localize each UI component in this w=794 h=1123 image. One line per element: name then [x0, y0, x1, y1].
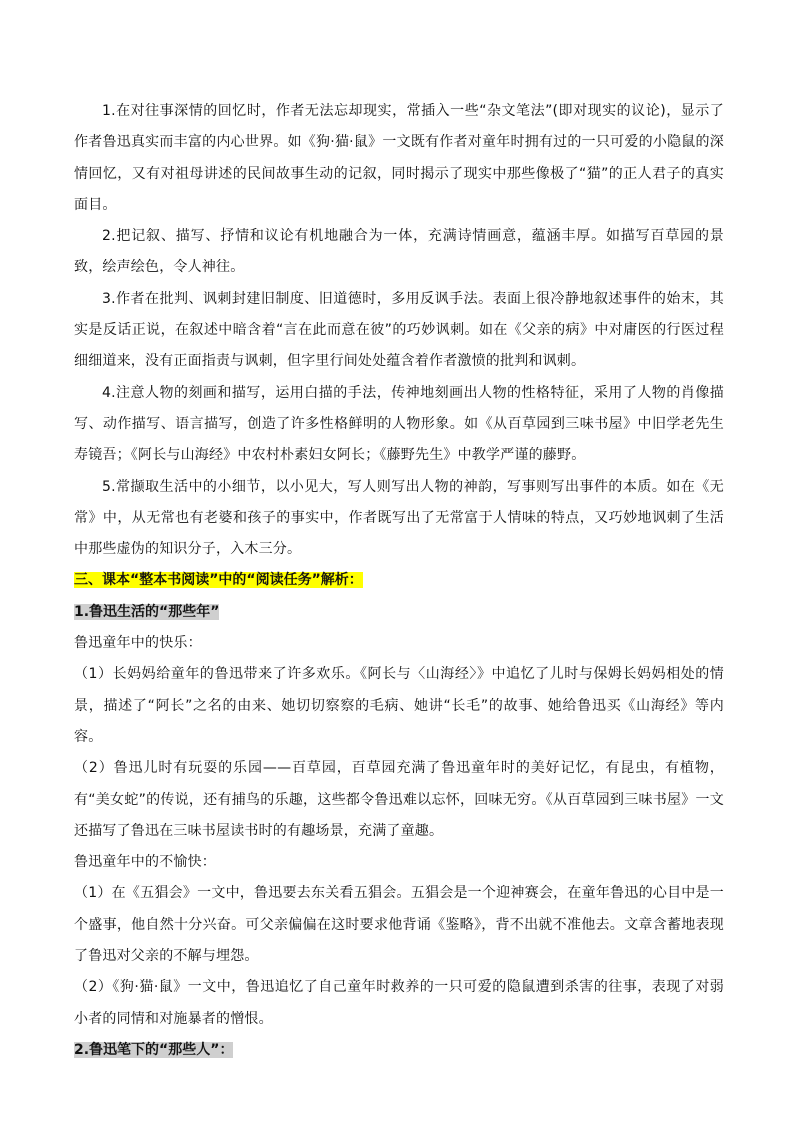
paragraph-happy-label: 鲁迅童年中的快乐： — [74, 635, 202, 652]
paragraph-feature-4: 4.注意人物的刻画和描写，运用白描的手法，传神地刻画出人物的性格特征，采用了人物的肖像描写、动作描写、语言描写，创造了许多性格鲜明的人物形象。如《从百草园到三味书屋》中旧学老先生寿镜吾；《阿长与山海经》中农村朴素妇女阿长；《藤野先生》中教学严谨的藤野。 — [74, 384, 724, 464]
paragraph-feature-2: 2.把记叙、描写、抒情和议论有机地融合为一体，充满诗情画意，蕴涵丰厚。如描写百草园的景致，绘声绘色，令人神往。 — [74, 228, 724, 276]
paragraph-unhappy-1: （1）在《五猖会》一文中，鲁迅要去东关看五猖会。五猖会是一个迎神赛会，在童年鲁迅的心目中是一个盛事，他自然十分兴奋。可父亲偏偏在这时要求他背诵《鉴略》，背不出就不准他去。文章含蓄地表现了鲁迅对父亲的不解与埋怨。 — [74, 885, 724, 965]
subheading-1-text: 1.鲁迅生活的“那些年” — [74, 603, 220, 620]
subheading-2 — [74, 1035, 724, 1066]
section-heading-3 — [74, 565, 724, 596]
paragraph-unhappy-label: 鲁迅童年中的不愉快： — [74, 854, 216, 871]
paragraph-happy-1: （1）长妈妈给童年的鲁迅带来了许多欢乐。《阿长与〈山海经〉》中追忆了儿时与保姆长妈妈相处的情景，描述了“阿长”之名的由来、她切切察察的毛病、她讲“长毛”的故事、她给鲁迅买《山海经》等内容。 — [74, 666, 724, 745]
document-page — [74, 96, 724, 1066]
paragraph-happy-2: （2）鲁迅儿时有玩耍的乐园——百草园，百草园充满了鲁迅童年时的美好记忆，有昆虫，有植物，有“美女蛇”的传说，还有捕鸟的乐趣，这些都令鲁迅难以忘怀，回味无穷。《从百草园到三味书屋》一文还描写了鲁迅在三味书屋读书时的有趣场景，充满了童趣。 — [74, 760, 724, 839]
paragraph-feature-3: 3.作者在批判、讽刺封建旧制度、旧道德时，多用反讽手法。表面上很冷静地叙述事件的始末，其实是反话正说，在叙述中暗含着“言在此而意在彼”的巧妙讽刺。如在《父亲的病》中对庸医的行医过程细细道来，没有正面指责与讽刺，但字里行间处处蕴含着作者激愤的批判和讽刺。 — [74, 290, 724, 370]
paragraph-unhappy-2: （2）《狗·猫·鼠》一文中，鲁迅追忆了自己童年时救养的一只可爱的隐鼠遭到杀害的往事，表现了对弱小者的同情和对施暴者的憎恨。 — [74, 979, 724, 1027]
paragraph-feature-1: 1.在对往事深情的回忆时，作者无法忘却现实，常插入一些“杂文笔法”(即对现实的议论)，显示了作者鲁迅真实而丰富的内心世界。如《狗·猫·鼠》一文既有作者对童年时拥有过的一只可爱的小隐鼠的深情回忆，又有对祖母讲述的民间故事生动的记叙，同时揭示了现实中那些像极了“猫”的正人君子的真实面目。 — [74, 103, 724, 213]
paragraph-feature-5: 5.常撷取生活中的小细节，以小见大，写人则写出人物的神韵，写事则写出事件的本质。如在《无常》中，从无常也有老婆和孩子的事实中，作者既写出了无常富于人情味的特点，又巧妙地讽刺了生活中那些虚伪的知识分子，入木三分。 — [74, 478, 724, 558]
subheading-1 — [74, 597, 724, 628]
subheading-2-text: 2.鲁迅笔下的“那些人”： — [74, 1041, 234, 1058]
section-heading-3-text: 三、课本“整本书阅读”中的“阅读任务”解析： — [74, 572, 363, 589]
